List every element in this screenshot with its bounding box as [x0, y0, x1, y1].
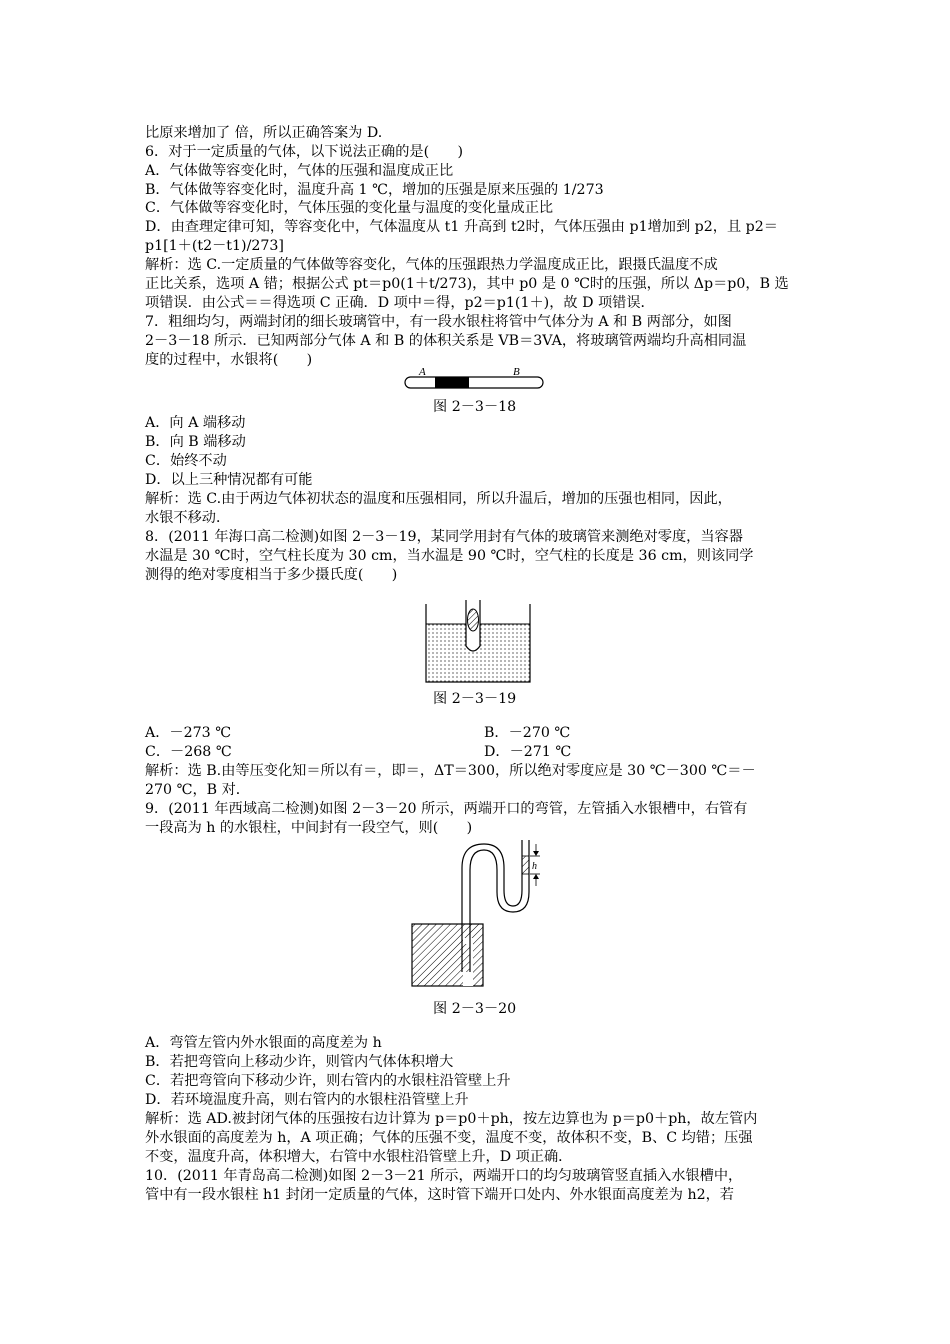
- label-a: A: [419, 368, 426, 378]
- option-d-cont: p1[1＋(t2－t1)/273]: [145, 238, 284, 254]
- glass-tube: [405, 377, 543, 388]
- option-c: C．气体做等容变化时，气体压强的变化量与温度的变化量成正比: [145, 200, 554, 216]
- solution-6-cont: 项错误．由公式＝＝得选项 C 正确．D 项中＝得，p2＝p1(1＋)，故 D 项错误．: [145, 295, 655, 311]
- solution-9-cont: 不变，温度升高，体积增大，右管中水银柱沿管壁上升，D 项正确．: [145, 1149, 573, 1165]
- question-9-stem: 9．(2011 年西域高二检测)如图 2－3－20 所示，两端开口的弯管，左管插入水银槽中，右管有: [145, 801, 748, 817]
- arrow-head: [533, 851, 539, 856]
- question-8-stem-cont: 测得的绝对零度相当于多少摄氏度( ): [145, 567, 398, 583]
- option-a: A．弯管左管内外水银面的高度差为 h: [145, 1035, 382, 1051]
- figure-2-3-18: [402, 368, 548, 394]
- figure-caption: 图 2－3－20: [433, 1001, 517, 1017]
- solution-8: 解析：选 B.由等压变化知＝所以有＝，即＝，ΔT＝300，所以绝对零度应是 30 ℃－300 ℃＝－: [145, 763, 756, 779]
- arrow-head: [533, 874, 539, 879]
- option-b: B．气体做等容变化时，温度升高 1 ℃，增加的压强是原来压强的 1/273: [145, 182, 604, 198]
- solution-8-cont: 270 ℃，B 对．: [145, 782, 250, 798]
- label-h: h: [532, 861, 537, 872]
- option-a: A．气体做等容变化时，气体的压强和温度成正比: [145, 163, 454, 179]
- solution-9-cont: 外水银面的高度差为 h，A 项正确；气体的压强不变，温度不变，故体积不变，B、C 均错；压强: [145, 1130, 753, 1146]
- option-c: C．始终不动: [145, 453, 227, 469]
- question-10-stem-cont: 管中有一段水银柱 h1 封闭一定质量的气体，这时管下端开口处内、外水银面高度差为 h2，若: [145, 1187, 734, 1203]
- question-8-stem: 8．(2011 年海口高二检测)如图 2－3－19，某同学用封有气体的玻璃管来测绝对零度，当容器: [145, 529, 743, 545]
- option-b: B．若把弯管向上移动少许，则管内气体体积增大: [145, 1054, 454, 1070]
- option-a: A．向 A 端移动: [145, 415, 246, 431]
- question-7-stem-cont: 度的过程中，水银将( ): [145, 352, 313, 368]
- figure-caption: 图 2－3－19: [433, 691, 517, 707]
- question-7-stem-cont: 2－3－18 所示．已知两部分气体 A 和 B 的体积关系是 VB＝3VA，将玻璃管两端均升高相同温: [145, 333, 747, 349]
- option-c: C．若把弯管向下移动少许，则右管内的水银柱沿管壁上升: [145, 1073, 511, 1089]
- label-b: B: [513, 368, 520, 378]
- option-d: D．－271 ℃: [484, 744, 572, 760]
- mercury-in-left-tube: [462, 944, 470, 972]
- question-6-stem: 6．对于一定质量的气体，以下说法正确的是( ): [145, 144, 464, 160]
- option-d: D．以上三种情况都有可能: [145, 472, 313, 488]
- question-9-stem-cont: 一段高为 h 的水银柱，中间封有一段空气，则( ): [145, 820, 473, 836]
- mercury-column-h: [522, 856, 529, 874]
- question-8-stem-cont: 水温是 30 ℃时，空气柱长度为 30 cm，当水温是 90 ℃时，空气柱的长度是 36 cm，则该同学: [145, 548, 754, 564]
- question-7-stem: 7．粗细均匀，两端封闭的细长玻璃管中，有一段水银柱将管中气体分为 A 和 B 两部分，如图: [145, 314, 732, 330]
- figure-2-3-20: [404, 836, 546, 990]
- mercury-column: [435, 377, 469, 388]
- figure-caption: 图 2－3－18: [433, 399, 517, 415]
- solution-7: 解析：选 C.由于两边气体初状态的温度和压强相同，所以升温后，增加的压强也相同，因此，: [145, 491, 732, 507]
- solution-6: 解析：选 C.一定质量的气体做等容变化，气体的压强跟热力学温度成正比，跟摄氏温度不成: [145, 257, 718, 273]
- figure-2-3-19: [420, 600, 536, 686]
- option-a: A．－273 ℃: [145, 725, 232, 741]
- option-b: B．向 B 端移动: [145, 434, 246, 450]
- option-b: B．－270 ℃: [484, 725, 571, 741]
- solution-9: 解析：选 AD.被封闭气体的压强按右边计算为 p＝p0＋ph，按左边算也为 p＝p0＋ph，故左管内: [145, 1111, 758, 1127]
- option-c: C．－268 ℃: [145, 744, 232, 760]
- solution-6-cont: 正比关系，选项 A 错；根据公式 pt＝p0(1＋t/273)，其中 p0 是 0 ℃时的压强，所以 Δp＝p0，B 选: [145, 276, 789, 292]
- text-line: 比原来增加了 倍，所以正确答案为 D.: [145, 125, 383, 141]
- solution-7-cont: 水银不移动．: [145, 510, 231, 526]
- option-d: D．由查理定律可知，等容变化中，气体温度从 t1 升高到 t2时，气体压强由 p1增加到 p2，且 p2＝: [145, 219, 778, 235]
- mercury-plug: [468, 609, 479, 631]
- option-d: D．若环境温度升高，则右管内的水银柱沿管壁上升: [145, 1092, 469, 1108]
- question-10-stem: 10．(2011 年青岛高二检测)如图 2－3－21 所示，两端开口的均匀玻璃管竖直插入水银槽中，: [145, 1168, 743, 1184]
